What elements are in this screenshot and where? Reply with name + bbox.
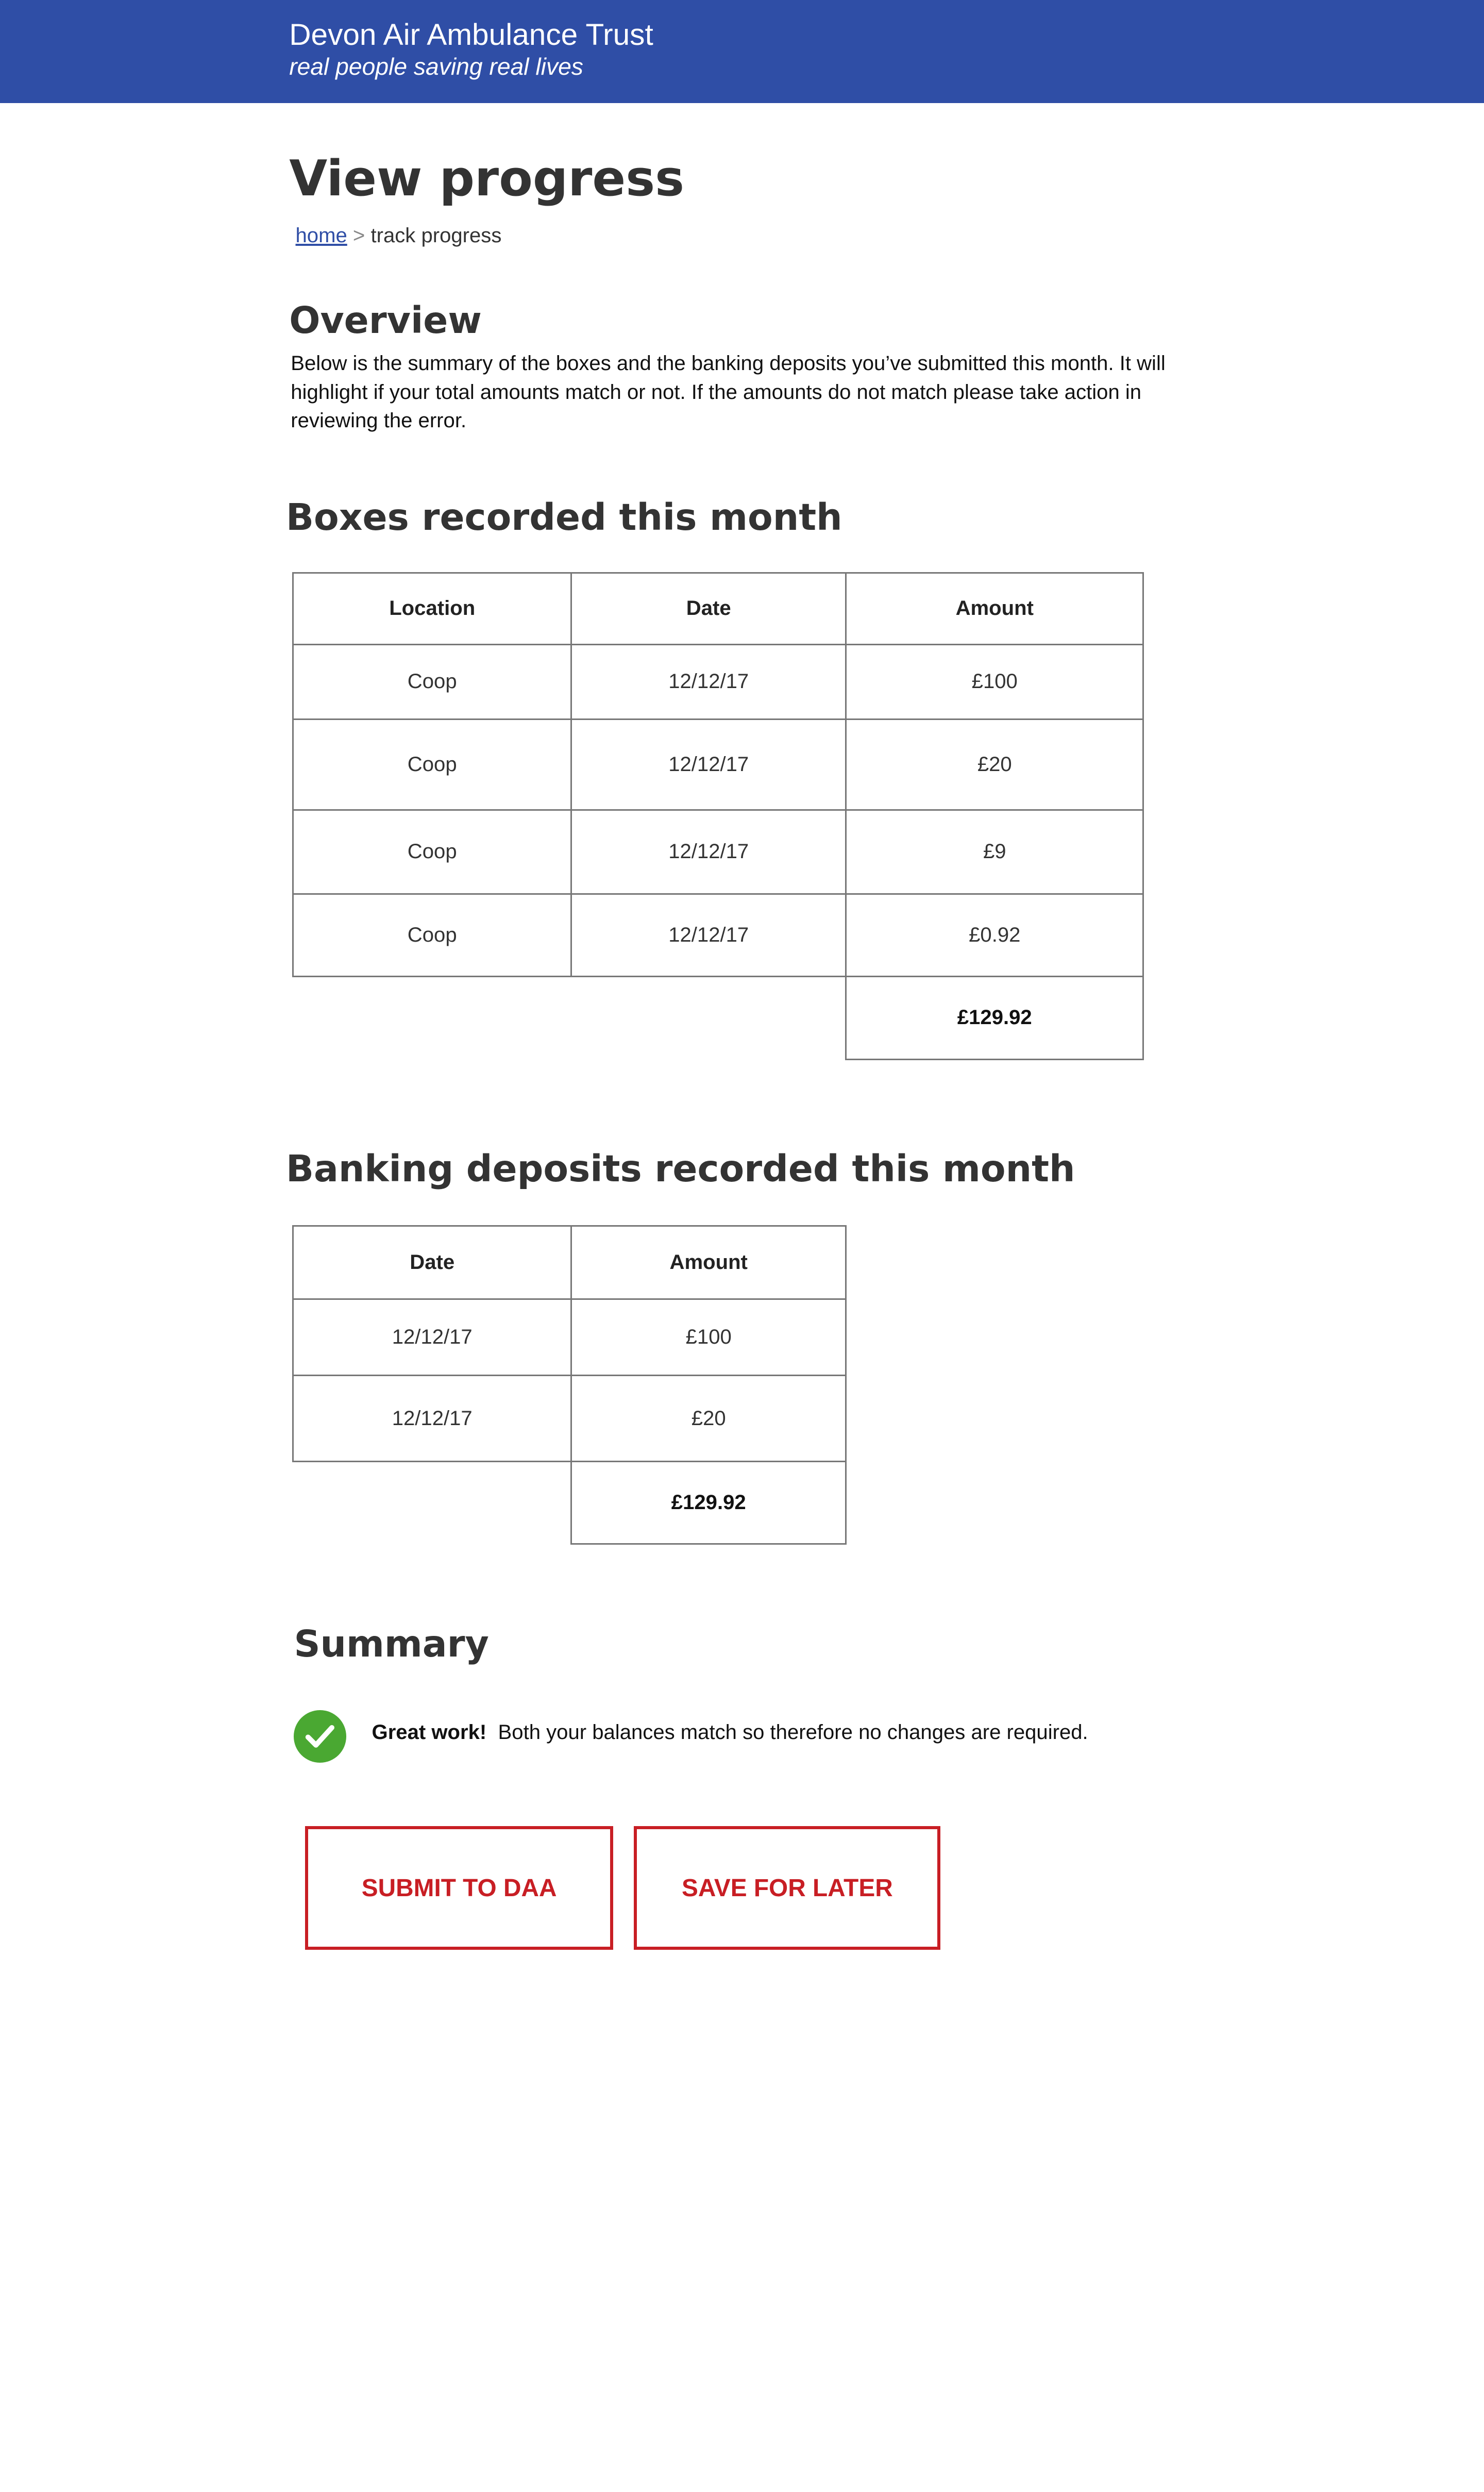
breadcrumb-separator: > — [352, 224, 365, 247]
table-cell: Coop — [292, 893, 572, 977]
deposits-heading: Banking deposits recorded this month — [286, 1147, 1075, 1191]
brand-name: Devon Air Ambulance Trust — [289, 18, 653, 52]
table-cell: 12/12/17 — [570, 644, 847, 720]
table-cell: Coop — [292, 809, 572, 895]
boxes-total: £129.92 — [845, 976, 1144, 1060]
table-cell: 12/12/17 — [570, 809, 847, 895]
breadcrumb-home-link[interactable]: home — [295, 224, 347, 247]
table-cell: 12/12/17 — [292, 1375, 572, 1462]
table-cell: 12/12/17 — [570, 893, 847, 977]
table-cell: £20 — [570, 1375, 847, 1462]
table-cell: Coop — [292, 644, 572, 720]
boxes-heading: Boxes recorded this month — [286, 496, 842, 539]
page-title: View progress — [289, 149, 685, 207]
table-cell: £0.92 — [845, 893, 1144, 977]
brand-tagline: real people saving real lives — [289, 53, 583, 80]
column-header: Amount — [570, 1225, 847, 1300]
overview-heading: Overview — [289, 298, 482, 342]
summary-message — [372, 1721, 1088, 1744]
column-header: Amount — [845, 572, 1144, 645]
table-cell: 12/12/17 — [292, 1298, 572, 1376]
table-cell: 12/12/17 — [570, 718, 847, 811]
breadcrumb — [296, 224, 502, 247]
summary-text: Both your balances match so therefore no changes are required. — [498, 1721, 1088, 1744]
column-header: Date — [570, 572, 847, 645]
table-cell: £20 — [845, 718, 1144, 811]
table-cell: £9 — [845, 809, 1144, 895]
check-circle-icon — [294, 1710, 346, 1763]
column-header: Date — [292, 1225, 572, 1300]
submit-to-daa-button[interactable]: SUBMIT TO DAA — [305, 1826, 613, 1950]
summary-heading: Summary — [294, 1623, 489, 1666]
deposits-total: £129.92 — [570, 1461, 847, 1545]
summary-strong: Great work! — [372, 1721, 487, 1744]
column-header: Location — [292, 572, 572, 645]
table-cell: Coop — [292, 718, 572, 811]
overview-text: Below is the summary of the boxes and the banking deposits you’ve submitted this month. It will highlight if your total amounts match or not. If the amounts do not match please take action in reviewing the error. — [291, 352, 1166, 432]
save-for-later-button[interactable]: SAVE FOR LATER — [634, 1826, 940, 1950]
table-cell: £100 — [570, 1298, 847, 1376]
breadcrumb-current: track progress — [370, 224, 502, 247]
table-cell: £100 — [845, 644, 1144, 720]
site-header — [0, 0, 1484, 103]
